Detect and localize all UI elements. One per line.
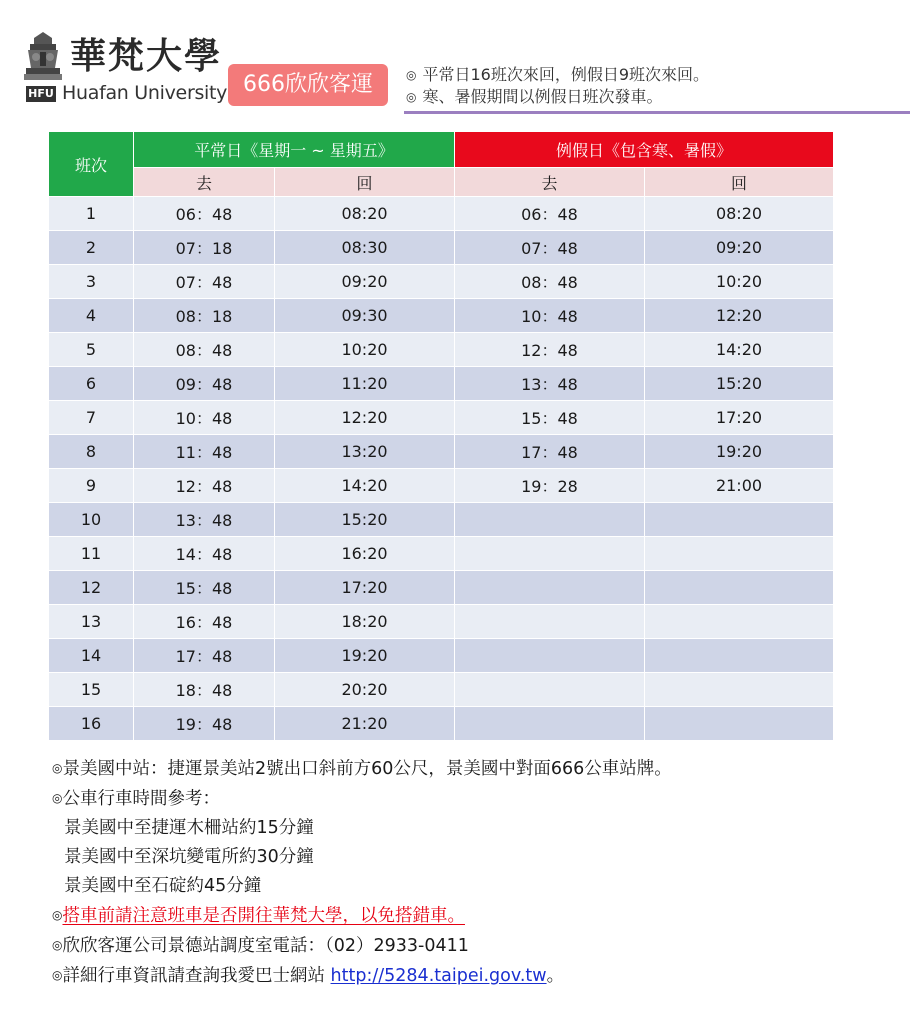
university-logo: [22, 30, 228, 104]
holiday-go-time: 13：48: [455, 367, 645, 401]
phone-line: [52, 931, 672, 961]
weekday-return-time: 16:20: [275, 537, 455, 571]
website-link[interactable]: http://5284.taipei.gov.tw: [330, 966, 547, 986]
trip-number: 13: [49, 605, 134, 639]
holiday-go-time: 06：48: [455, 197, 645, 231]
holiday-go-time: 17：48: [455, 435, 645, 469]
trip-number: 9: [49, 469, 134, 503]
weekday-return-time: 18:20: [275, 605, 455, 639]
holiday-go-time: [455, 673, 645, 707]
table-row: [49, 435, 834, 469]
phone-text: 欣欣客運公司景德站調度室電話：（02）2933-0411: [62, 936, 469, 956]
logo-chinese-name: 華梵大學: [70, 35, 223, 77]
weekday-return-time: 10:20: [275, 333, 455, 367]
holiday-return-time: [645, 537, 834, 571]
holiday-go-time: 07：48: [455, 231, 645, 265]
table-row: [49, 571, 834, 605]
table-row: [49, 401, 834, 435]
weekday-return-time: 09:20: [275, 265, 455, 299]
bullet-icon: ◎: [52, 968, 63, 982]
weekday-go-time: 06：48: [134, 197, 275, 231]
table-row: [49, 367, 834, 401]
warning-line: [52, 901, 672, 931]
holiday-return-time: 19:20: [645, 435, 834, 469]
note-text: 寒、暑假期間以例假日班次發車。: [422, 87, 663, 106]
holiday-go-time: 15：48: [455, 401, 645, 435]
weekday-header: 平常日《星期一 ~ 星期五》: [134, 132, 455, 168]
trip-number: 8: [49, 435, 134, 469]
holiday-go-time: [455, 605, 645, 639]
trip-number: 14: [49, 639, 134, 673]
trip-number: 4: [49, 299, 134, 333]
weekday-go-time: 16：48: [134, 605, 275, 639]
holiday-return-time: [645, 605, 834, 639]
table-row: [49, 265, 834, 299]
trip-number: 1: [49, 197, 134, 231]
header-notes: [406, 64, 709, 108]
trip-number-header: 班次: [49, 132, 134, 197]
table-row: [49, 299, 834, 333]
weekday-return-time: 09:30: [275, 299, 455, 333]
trip-number: 5: [49, 333, 134, 367]
footer-info: [52, 754, 672, 991]
trip-number: 6: [49, 367, 134, 401]
weekday-go-time: 09：48: [134, 367, 275, 401]
weekday-return-header: 回: [275, 168, 455, 197]
weekday-return-time: 11:20: [275, 367, 455, 401]
holiday-return-time: [645, 707, 834, 741]
note-text: 平常日16班次來回，例假日9班次來回。: [422, 65, 710, 84]
weekday-return-time: 21:20: [275, 707, 455, 741]
note-line: [406, 64, 709, 86]
holiday-return-time: 10:20: [645, 265, 834, 299]
weekday-return-time: 15:20: [275, 503, 455, 537]
holiday-return-time: 12:20: [645, 299, 834, 333]
table-row: [49, 503, 834, 537]
route-badge: 666欣欣客運: [228, 64, 388, 106]
bullet-icon: ◎: [52, 938, 63, 952]
trip-number: 3: [49, 265, 134, 299]
holiday-go-time: 08：48: [455, 265, 645, 299]
holiday-return-header: 回: [645, 168, 834, 197]
table-row: [49, 333, 834, 367]
weekday-return-time: 19:20: [275, 639, 455, 673]
weekday-go-time: 14：48: [134, 537, 275, 571]
schedule-table: [48, 131, 834, 741]
holiday-return-time: 15:20: [645, 367, 834, 401]
weekday-go-time: 19：48: [134, 707, 275, 741]
weekday-go-time: 12：48: [134, 469, 275, 503]
table-row: [49, 605, 834, 639]
weekday-go-time: 18：48: [134, 673, 275, 707]
holiday-go-time: 12：48: [455, 333, 645, 367]
trip-number: 11: [49, 537, 134, 571]
holiday-return-time: [645, 673, 834, 707]
table-row: [49, 673, 834, 707]
trip-number: 7: [49, 401, 134, 435]
holiday-go-time: [455, 707, 645, 741]
trip-number: 10: [49, 503, 134, 537]
weekday-go-time: 08：48: [134, 333, 275, 367]
holiday-go-time: [455, 503, 645, 537]
holiday-return-time: 17:20: [645, 401, 834, 435]
weekday-go-time: 07：48: [134, 265, 275, 299]
bullet-icon: ◎: [52, 791, 63, 805]
trip-number: 16: [49, 707, 134, 741]
holiday-return-time: 21:00: [645, 469, 834, 503]
warning-text: 搭車前請注意班車是否開往華梵大學，以免搭錯車。: [62, 906, 465, 926]
holiday-return-time: 09:20: [645, 231, 834, 265]
weekday-return-time: 13:20: [275, 435, 455, 469]
table-row: [49, 707, 834, 741]
holiday-return-time: [645, 571, 834, 605]
stop-info-line: [52, 754, 672, 784]
holiday-header: 例假日《包含寒、暑假》: [455, 132, 834, 168]
holiday-go-time: 10：48: [455, 299, 645, 333]
travel-time-item: 景美國中至深坑變電所約30分鐘: [64, 847, 314, 867]
bullet-icon: ◎: [406, 68, 417, 82]
weekday-go-time: 15：48: [134, 571, 275, 605]
stop-info-text: 景美國中站：捷運景美站2號出口斜前方60公尺，景美國中對面666公車站牌。: [62, 759, 672, 779]
table-row: [49, 231, 834, 265]
travel-time-item: 景美國中至捷運木柵站約15分鐘: [64, 818, 314, 838]
bullet-icon: ◎: [52, 761, 63, 775]
holiday-return-time: 14:20: [645, 333, 834, 367]
holiday-go-time: 19：28: [455, 469, 645, 503]
travel-title-line: [52, 784, 672, 814]
trip-number: 2: [49, 231, 134, 265]
weekday-return-time: 17:20: [275, 571, 455, 605]
weekday-go-header: 去: [134, 168, 275, 197]
weekday-go-time: 11：48: [134, 435, 275, 469]
holiday-return-time: [645, 639, 834, 673]
website-line: [52, 961, 672, 991]
university-emblem-icon: [22, 30, 64, 82]
bullet-icon: ◎: [52, 908, 63, 922]
holiday-go-time: [455, 537, 645, 571]
header-divider: [404, 111, 910, 114]
note-line: [406, 86, 709, 108]
website-suffix: 。: [546, 966, 565, 986]
travel-time-item: 景美國中至石碇約45分鐘: [64, 876, 262, 896]
website-prefix: 詳細行車資訊請查詢我愛巴士網站: [62, 966, 331, 986]
travel-title-text: 公車行車時間參考：: [62, 789, 220, 809]
weekday-return-time: 12:20: [275, 401, 455, 435]
weekday-return-time: 08:20: [275, 197, 455, 231]
weekday-return-time: 20:20: [275, 673, 455, 707]
weekday-go-time: 07：18: [134, 231, 275, 265]
weekday-go-time: 13：48: [134, 503, 275, 537]
table-row: [49, 197, 834, 231]
weekday-go-time: 08：18: [134, 299, 275, 333]
weekday-return-time: 14:20: [275, 469, 455, 503]
table-row: [49, 537, 834, 571]
trip-number: 15: [49, 673, 134, 707]
holiday-go-time: [455, 571, 645, 605]
table-row: [49, 469, 834, 503]
holiday-return-time: [645, 503, 834, 537]
weekday-go-time: 10：48: [134, 401, 275, 435]
holiday-go-header: 去: [455, 168, 645, 197]
holiday-go-time: [455, 639, 645, 673]
weekday-go-time: 17：48: [134, 639, 275, 673]
holiday-return-time: 08:20: [645, 197, 834, 231]
weekday-return-time: 08:30: [275, 231, 455, 265]
logo-english-name: Huafan University: [62, 82, 228, 104]
bullet-icon: ◎: [406, 90, 417, 104]
logo-hfu-badge: HFU: [26, 86, 56, 102]
table-row: [49, 639, 834, 673]
trip-number: 12: [49, 571, 134, 605]
